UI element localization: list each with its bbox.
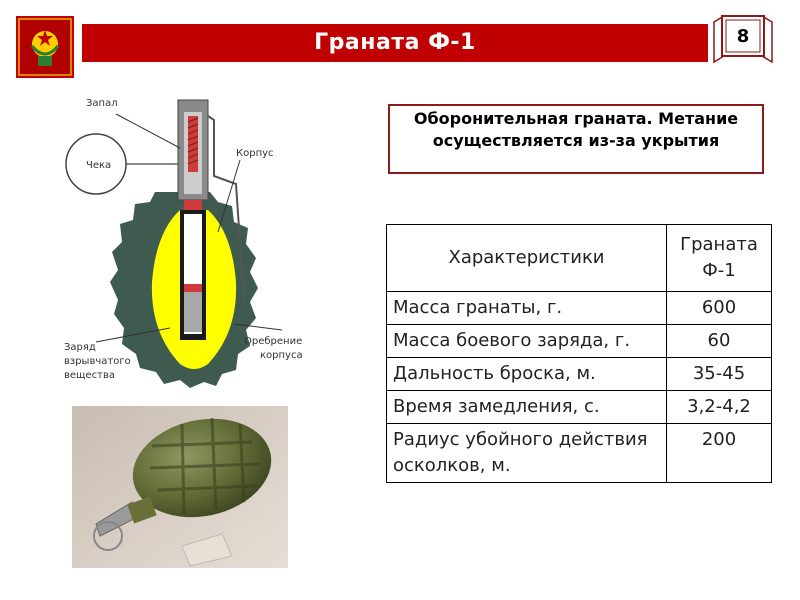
label-pin: Чека xyxy=(86,160,112,171)
slide-title: Граната Ф-1 xyxy=(82,24,708,62)
table-row xyxy=(387,325,772,358)
page-number: 8 xyxy=(736,26,750,47)
row-value: 600 xyxy=(667,292,772,325)
table-row xyxy=(387,391,772,424)
header-value: Граната Ф-1 xyxy=(667,225,772,292)
label-fuse: Запал xyxy=(86,98,118,109)
label-ribbing-2: корпуса xyxy=(260,350,303,361)
row-label: Время замедления, с. xyxy=(387,391,667,424)
table-row xyxy=(387,424,772,483)
label-charge-1: Заряд xyxy=(64,342,96,353)
row-label: Радиус убойного действия осколков, м. xyxy=(387,424,667,483)
specs-table xyxy=(386,224,772,483)
grenade-diagram xyxy=(60,92,320,392)
row-value: 200 xyxy=(667,424,772,483)
row-label: Дальность броска, м. xyxy=(387,358,667,391)
table-header-row xyxy=(387,225,772,292)
table-row xyxy=(387,292,772,325)
label-ribbing-1: Оребрение xyxy=(244,336,303,347)
header-label: Характеристики xyxy=(387,225,667,292)
grenade-photo xyxy=(72,406,288,568)
row-label: Масса гранаты, г. xyxy=(387,292,667,325)
label-body: Корпус xyxy=(236,148,274,159)
row-value: 3,2-4,2 xyxy=(667,391,772,424)
table-row xyxy=(387,358,772,391)
grenade-description: Оборонительная граната. Метание осуществляется из-за укрытия xyxy=(388,104,764,174)
row-label: Масса боевого заряда, г. xyxy=(387,325,667,358)
row-value: 35-45 xyxy=(667,358,772,391)
label-charge-2: взрывчатого xyxy=(64,356,131,367)
institution-emblem xyxy=(16,16,74,78)
row-value: 60 xyxy=(667,325,772,358)
label-charge-3: вещества xyxy=(64,370,115,381)
